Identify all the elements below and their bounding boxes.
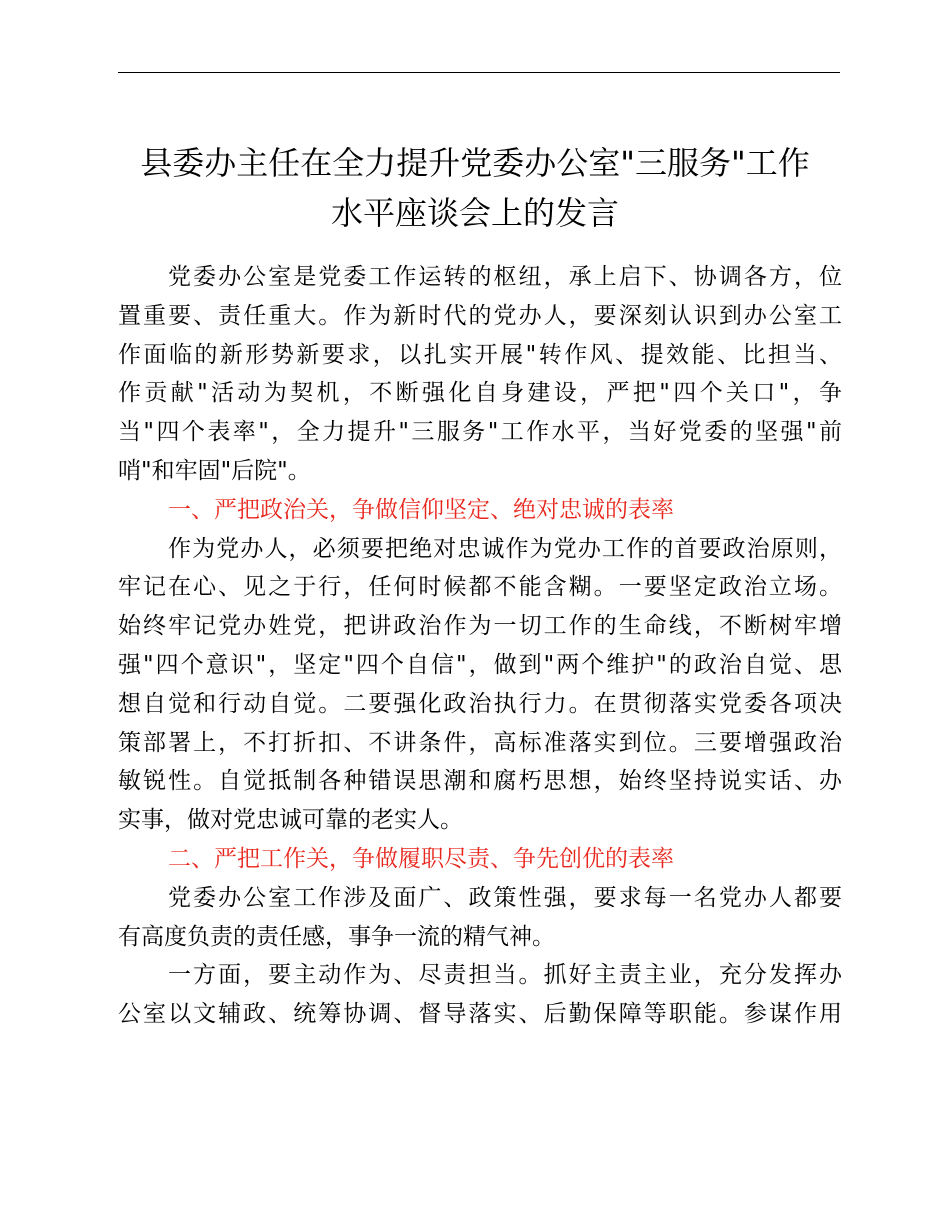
paragraph-line: 作贡献"活动为契机，不断强化自身建设，严把"四个关口"，争	[118, 380, 842, 407]
paragraph-line: 策部署上，不打折扣、不讲条件，高标准落实到位。三要增强政治	[118, 729, 842, 756]
paragraph-line: 敏锐性。自觉抵制各种错误思潮和腐朽思想，始终坚持说实话、办	[118, 768, 842, 795]
paragraph-line: 强"四个意识"，坚定"四个自信"，做到"两个维护"的政治自觉、思	[118, 651, 842, 678]
title-line-2: 水平座谈会上的发言	[330, 194, 619, 232]
section-heading: 一、严把政治关，争做信仰坚定、绝对忠诚的表率	[168, 496, 674, 523]
paragraph-line: 党委办公室工作涉及面广、政策性强，要求每一名党办人都要	[168, 884, 842, 911]
paragraph-line: 牢记在心、见之于行，任何时候都不能含糊。一要坚定政治立场。	[118, 574, 842, 601]
document-title	[100, 138, 850, 238]
paragraph-line: 始终牢记党办姓党，把讲政治作为一切工作的生命线，不断树牢增	[118, 613, 842, 640]
header-rule	[118, 72, 840, 73]
title-line-1: 县委办主任在全力提升党委办公室"三服务"工作	[140, 144, 810, 182]
section-heading: 二、严把工作关，争做履职尽责、争先创优的表率	[168, 845, 674, 872]
paragraph-line: 党委办公室是党委工作运转的枢纽，承上启下、协调各方，位	[168, 264, 842, 290]
paragraph-line: 有高度负责的责任感，事争一流的精气神。	[118, 923, 555, 950]
paragraph-line: 作面临的新形势新要求，以扎实开展"转作风、提效能、比担当、	[118, 341, 842, 368]
paragraph-line: 作为党办人，必须要把绝对忠诚作为党办工作的首要政治原则，	[168, 535, 842, 562]
document-body	[118, 258, 842, 1034]
paragraph-line: 想自觉和行动自觉。二要强化政治执行力。在贯彻落实党委各项决	[118, 690, 842, 717]
paragraph-line: 当"四个表率"，全力提升"三服务"工作水平，当好党委的坚强"前	[118, 419, 842, 446]
paragraph-line: 哨"和牢固"后院"。	[118, 457, 311, 484]
paragraph-line: 置重要、责任重大。作为新时代的党办人，要深刻认识到办公室工	[118, 302, 842, 329]
paragraph-line: 公室以文辅政、统筹协调、督导落实、后勤保障等职能。参谋作用	[118, 1001, 842, 1028]
paragraph-line: 一方面，要主动作为、尽责担当。抓好主责主业，充分发挥办	[168, 962, 842, 989]
paragraph-line: 实事，做对党忠诚可靠的老实人。	[118, 807, 463, 834]
